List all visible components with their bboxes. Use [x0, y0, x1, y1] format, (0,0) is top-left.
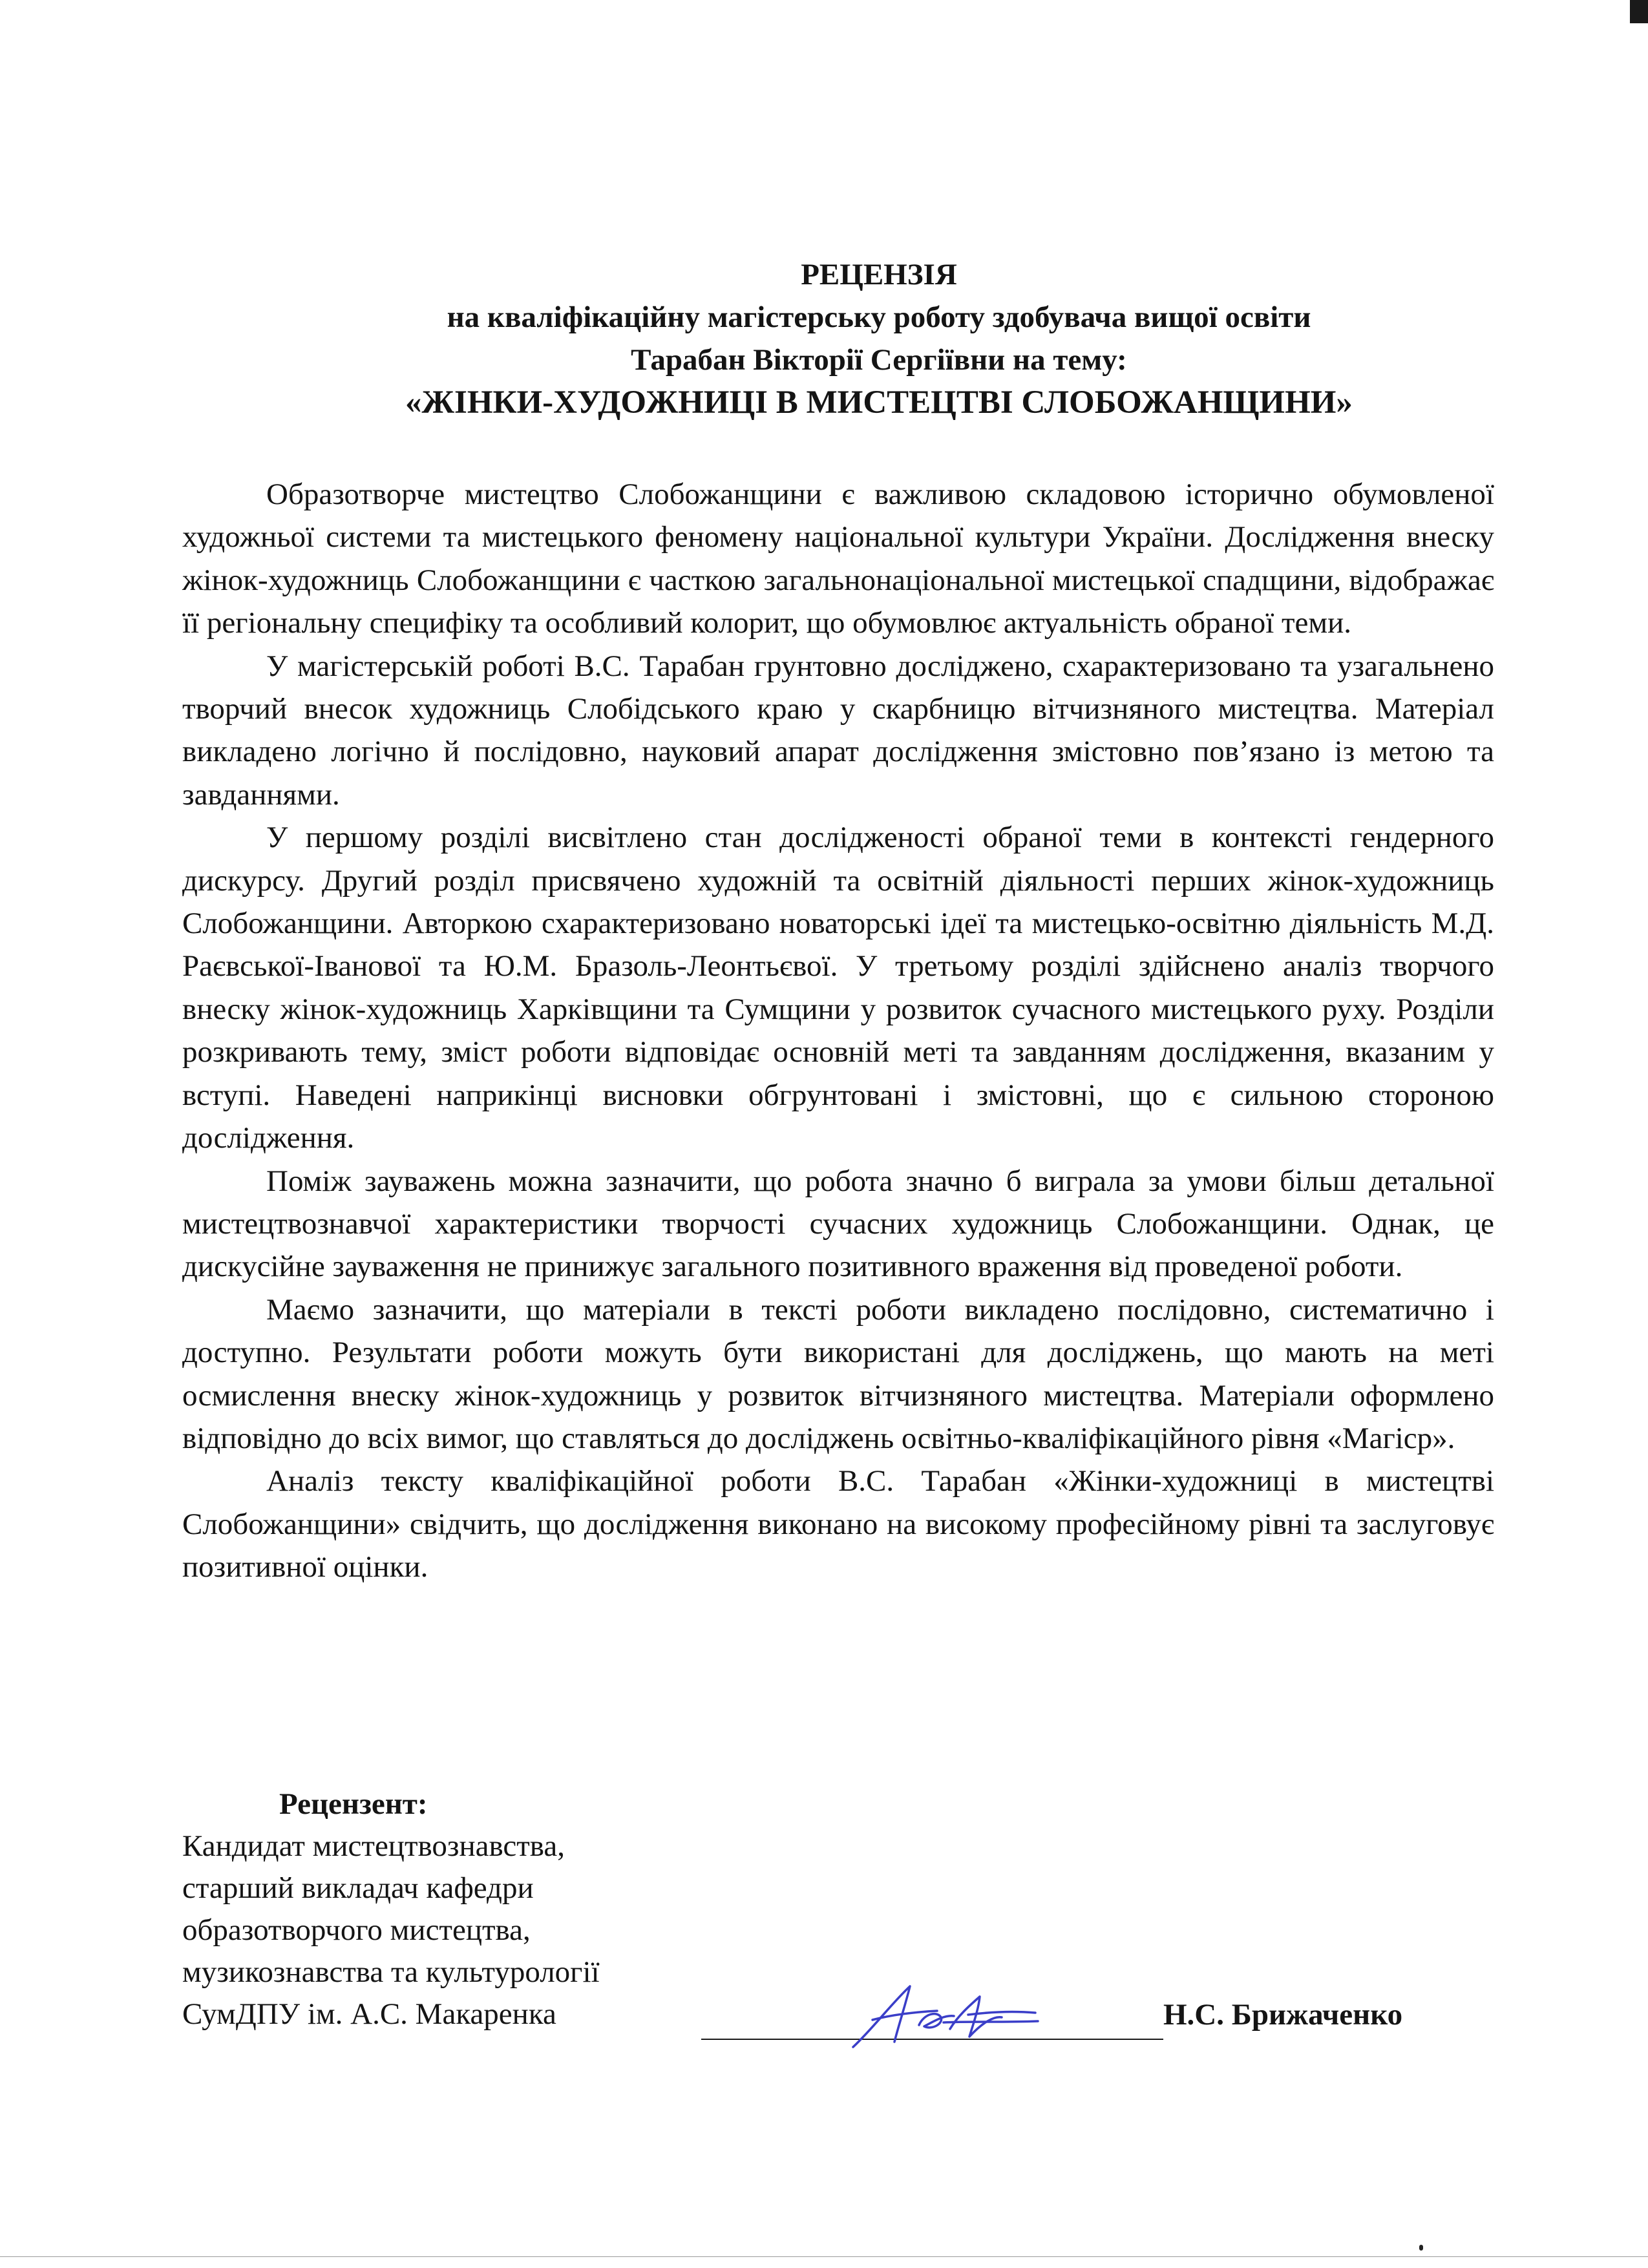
review-body [182, 473, 1494, 1589]
page-bottom-edge [0, 2256, 1648, 2257]
handwritten-signature [847, 1977, 1041, 2055]
paragraph-2: У магістерській роботі В.С. Тарабан грунтовно досліджено, схарактеризовано та узагальнено творчий внесок художниць Слобідського краю у скарбницю вітчизняного мистецтва. Матеріал викладено логічно й послідовно, науковий апарат дослідження змістовно пов’язано із метою та завданнями. [182, 649, 1494, 812]
paragraph-5: Маємо зазначити, що матеріали в тексті роботи викладено послідовно, систематично і доступно. Результати роботи можуть бути використані для досліджень, що мають на меті осмислення внеску жінок-художниць у розвиток вітчизняного мистецтва. Матеріали оформлено відповідно до всіх вимог, що ставляться до досліджень освітньо-кваліфікаційного рівня «Магіср». [182, 1292, 1494, 1455]
document-subtitle-line-1: на кваліфікаційну магістерську роботу здобувача вищої освіти [447, 300, 1311, 334]
paragraph-1: Образотворче мистецтво Слобожанщини є важливою складовою історично обумовленої художньої системи та мистецького феномену національної культури України. Дослідження внеску жінок-художниць Слобожанщини є часткою загальнонаціональної мистецької спадщини, відображає її регіональну специфіку та особливий колорит, що обумовлює актуальність обраної теми. [182, 478, 1494, 640]
paragraph-6: Аналіз тексту кваліфікаційної роботи В.С. Тарабан «Жінки-художниці в мистецтві Слобожанщини» свідчить, що дослідження виконано на високому професійному рівні та заслуговує позитивної оцінки. [182, 1464, 1494, 1584]
reviewer-label: Рецензент: [279, 1787, 428, 1821]
reviewer-position: старший викладач кафедри [182, 1871, 534, 1905]
document-title: РЕЦЕНЗІЯ [801, 258, 957, 291]
reviewer-university: СумДПУ ім. А.С. Макаренка [182, 1997, 556, 2031]
paragraph-4: Поміж зауважень можна зазначити, що робота значно б виграла за умови більш детальної мистецтвознавчої характеристики творчості сучасних художниць Слобожанщини. Однак, це дискусійне зауваження не принижує загального позитивного враження від проведеної роботи. [182, 1164, 1494, 1284]
reviewer-name: Н.С. Брижаченко [1163, 1998, 1403, 2032]
reviewer-block [182, 1783, 600, 2035]
document-subtitle-line-2: Тарабан Вікторії Сергіївни на тему: [631, 343, 1127, 377]
document-header [0, 253, 1648, 424]
scan-corner-mark [1630, 0, 1648, 23]
reviewer-department-line-2: музикознавства та культурології [182, 1955, 600, 1989]
reviewer-degree: Кандидат мистецтвознавства, [182, 1829, 565, 1863]
paragraph-3: У першому розділі висвітлено стан дослідженості обраної теми в контексті гендерного дискурсу. Другий розділ присвячено художній та освітній діяльності перших жінок-художниць Слобожанщини. Авторкою схарактеризовано новаторські ідеї та мистецько-освітню діяльність М.Д. Раєвської-Іванової та Ю.М. Бразоль-Леонтьєвої. У третьому розділі здійснено аналіз творчого внеску жінок-художниць Харківщини та Сумщини у розвиток сучасного мистецького руху. Розділи розкривають тему, зміст роботи відповідає основній меті та завданням дослідження, вказаним у вступі. Наведені наприкінці висновки обгрунтовані і змістовні, що є сильною стороною дослідження. [182, 821, 1494, 1155]
reviewer-department-line-1: образотворчого мистецтва, [182, 1913, 531, 1947]
document-topic: «ЖІНКИ-ХУДОЖНИЦІ В МИСТЕЦТВІ СЛОБОЖАНЩИНИ» [405, 384, 1353, 421]
scan-speck [1419, 2245, 1423, 2251]
